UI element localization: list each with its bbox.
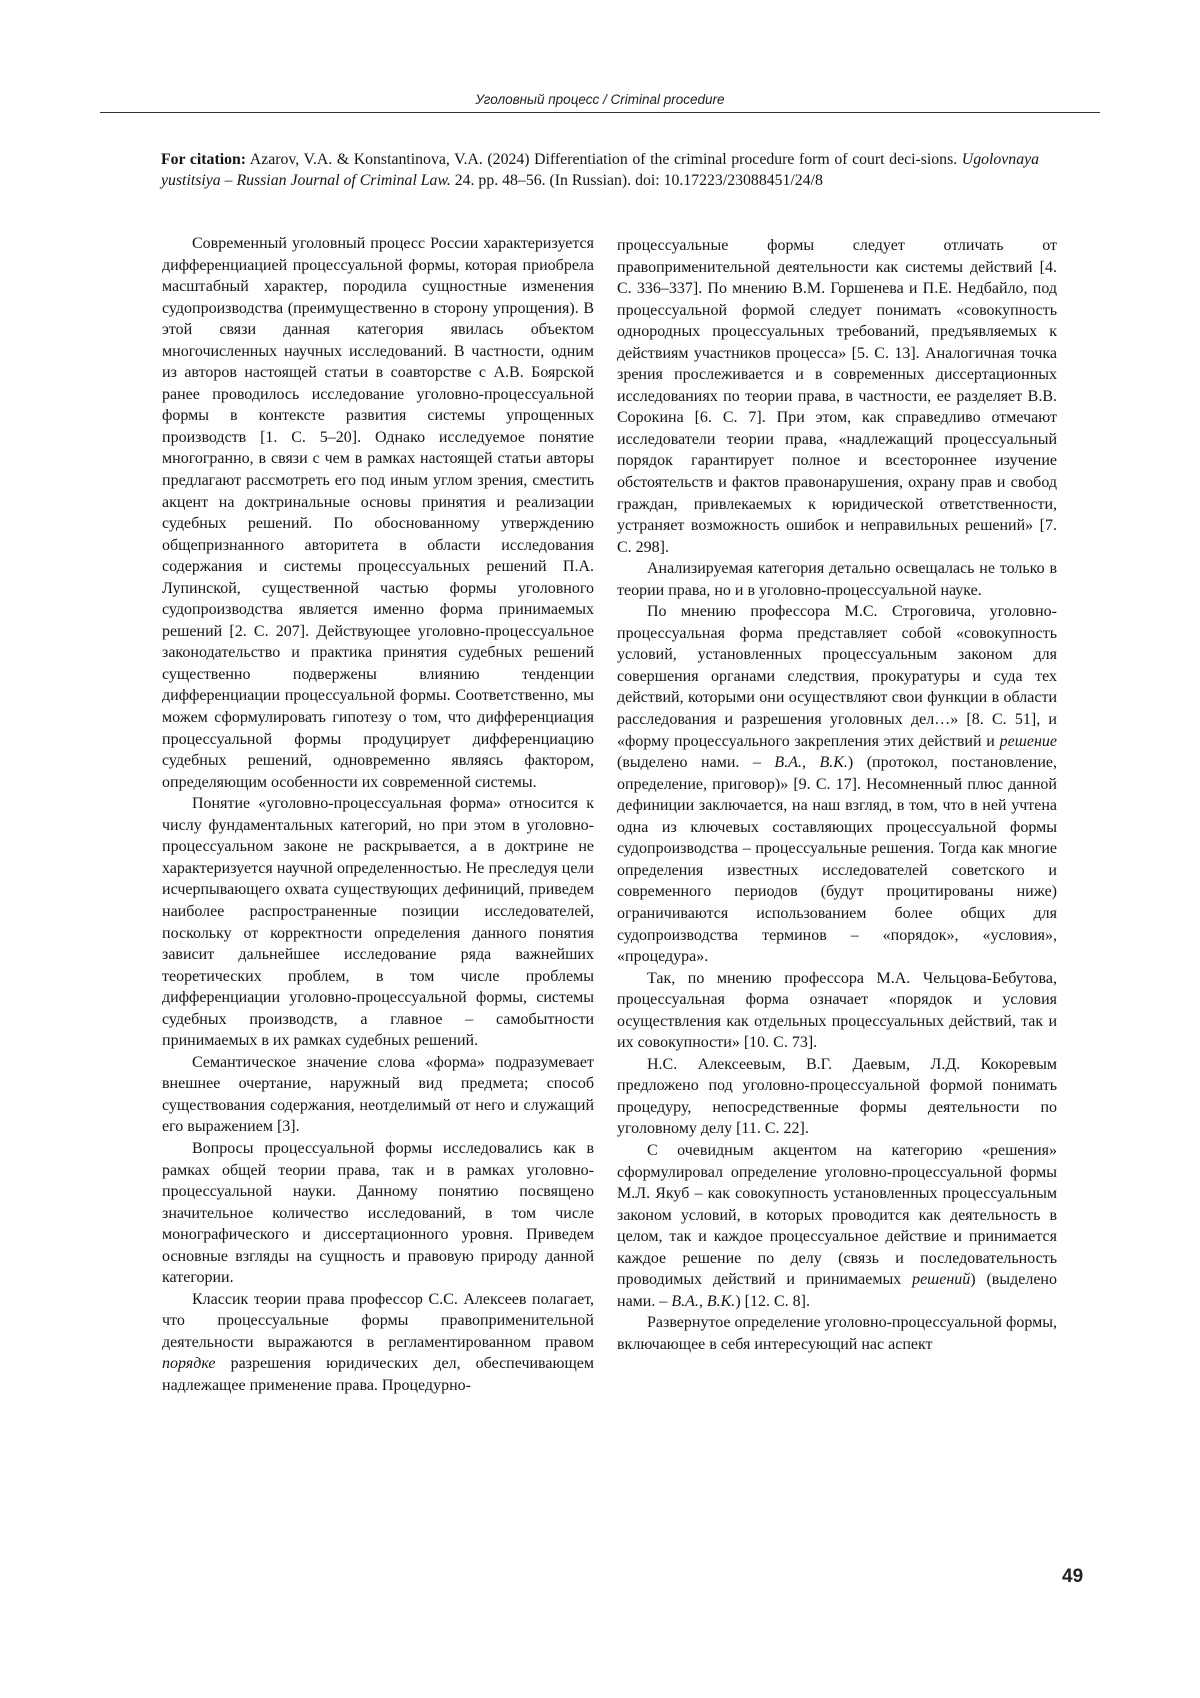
text-span: разрешения юридических дел, обеспечивающем надлежащее применение права. Процедурно- xyxy=(162,1355,594,1394)
paragraph xyxy=(617,1140,1057,1312)
citation-label: For citation: xyxy=(161,151,247,168)
paragraph xyxy=(617,601,1057,967)
text-span: ) (протокол, постановление, определение, приговор)» [9. С. 17]. Несомненный плюс данной дефиниции заключается, на наш взгляд, в том, что в ней учтена одна из ключевых составляющих процессуальной формы судопроизводства – процессуальные решения. Тогда как многие определения известных исследователей советского и современного периодов (будут процитированы ниже) ограничиваются использованием более общих для судопроизводства терминов – «порядок», «условия», «процедура». xyxy=(617,754,1058,966)
left-column xyxy=(162,233,594,1397)
paragraph: процессуальные формы следует отличать от правоприменительной деятельности как системы действий [4. С. 336–337]. По мнению В.М. Горшенева и П.Е. Недбайло, под процессуальной формой следует понимать «совокупность однородных процессуальных требований, предъявляемых к действиям участников процесса» [5. С. 13]. Аналогичная точка зрения прослеживается и в современных диссертационных исследованиях по теории права, в частности, ее разделяет В.В. Сорокина [6. С. 7]. При этом, как справедливо отмечают исследователи теории права, «надлежащий процессуальный порядок гарантирует полное и всестороннее изучение обстоятельств и фактов правонарушения, охрану прав и свобод граждан, привлекаемых к юридической ответственности, устраняет возможность ошибок и неправильных решений» [7. С. 298]. xyxy=(617,237,1057,556)
right-column xyxy=(617,235,1057,1355)
italic-span: порядке xyxy=(162,1355,216,1373)
paragraph: Вопросы процессуальной формы исследовались как в рамках общей теории права, так и в рамках уголовно-процессуальной науки. Данному понятию посвящено значительное количество исследований, в том числе монографического и диссертационного уровня. Приведем основные взгляды на сущность и правовую природу данной категории. xyxy=(162,1139,594,1287)
text-span: ) (выделено нами. – xyxy=(617,1271,1057,1310)
italic-span: В.А., В.К. xyxy=(774,754,848,772)
header-rule xyxy=(100,112,1100,113)
paragraph: Так, по мнению профессора М.А. Чельцова-Бебутова, процессуальная форма означает «порядок и условия осуществления как отдельных процессуальных действий, так и их совокупности» [10. С. 73]. xyxy=(617,969,1057,1052)
citation-details: 24. pp. 48–56. (In Russian). doi: 10.17223/23088451/24/8 xyxy=(454,172,823,189)
text-span: (выделено нами. – xyxy=(617,754,775,772)
citation-block xyxy=(161,149,1039,191)
text-span: ) [12. С. 8]. xyxy=(735,1292,810,1310)
italic-span: решение xyxy=(999,732,1057,750)
paragraph: Развернутое определение уголовно-процессуальной формы, включающее в себя интересующий нас аспект xyxy=(617,1314,1057,1353)
citation-authors: Azarov, V.A. & Konstantinova, V.A. (2024) Differentiation of the criminal procedure form of court deci-sions. xyxy=(249,151,958,168)
text-span: По мнению профессора М.С. Строговича, уголовно-процессуальная форма представляет собой «совокупность условий, установленных процессуальным законом для совершения органами следствия, прокуратуры и суда тех действий, которыми они осуществляют свои функции в области расследования и разрешения уголовных дел…» [8. С. 51], и «форму процессуального закрепления этих действий и xyxy=(617,603,1057,750)
citation-journal: Ugolovnaya yustitsiya – Russian Journal of Criminal Law. xyxy=(161,151,1040,189)
paragraph: Понятие «уголовно-процессуальная форма» относится к числу фундаментальных категорий, но при этом в уголовно-процессуальном законе не раскрывается, а в доктрине не характеризуется научной определенностью. Не преследуя цели исчерпывающего охвата существующих дефиниций, приведем наиболее распространенные позиции исследователей, поскольку от корректности определения данного понятия зависит дальнейшее исследование ряда важнейших теоретических проблем, в том числе проблемы дифференциации уголовно-процессуальной формы, системы судебных производств, а главное – самобытности принимаемых в их рамках судебных решений. xyxy=(162,795,594,1050)
page-number: 49 xyxy=(1062,1566,1084,1587)
paragraph: Современный уголовный процесс России характеризуется дифференциацией процессуальной формы, которая приобрела масштабный характер, породила сущностные изменения судопроизводства (преимущественно в сторону упрощения). В этой связи данная категория явилась объектом многочисленных научных исследований. В частности, одним из авторов настоящей статьи в соавторстве с А.В. Боярской ранее проводилось исследование уголовно-процессуальной формы в контексте развития системы упрощенных производств [1. С. 5–20]. Однако исследуемое понятие многогранно, в связи с чем в рамках настоящей статьи авторы предлагают рассмотреть его под иным углом зрения, сместить акцент на доктринальные основы принятия и реализации судебных решений. По обоснованному утверждению общепризнанного авторитета в области исследования содержания и системы процессуальных решений П.А. Лупинской, существенной частью формы уголовного судопроизводства является именно форма принимаемых решений [2. С. 207]. Действующее уголовно-процессуальное законодательство и практика принятия судебных решений существенно подвержены влиянию тенденции дифференциации процессуальной формы. Соответственно, мы можем сформулировать гипотезу о том, что дифференциация процессуальной формы продуцирует дифференциацию судебных решений, одновременно являясь фактором, определяющим особенности их современной системы. xyxy=(162,235,594,791)
paragraph: Семантическое значение слова «форма» подразумевает внешнее очертание, наружный вид предмета; способ существования содержания, неотделимый от него и служащий его выражением [3]. xyxy=(162,1053,594,1136)
text-span: Классик теории права профессор С.С. Алексеев полагает, что процессуальные формы правоприменительной деятельности выражаются в регламентированном правом xyxy=(162,1290,594,1351)
italic-span: решений xyxy=(912,1271,971,1289)
paragraph: Н.С. Алексеевым, В.Г. Даевым, Л.Д. Кокоревым предложено под уголовно-процессуальной формой понимать процедуру, непосредственные формы деятельности по уголовному делу [11. С. 22]. xyxy=(617,1055,1057,1138)
running-header: Уголовный процесс / Criminal procedure xyxy=(475,92,725,107)
text-span: С очевидным акцентом на категорию «решения» сформулировал определение уголовно-процессуальной формы М.Л. Якуб – как совокупность установленных процессуальным законом условий, в которых проводится как деятельность в целом, так и каждое процессуальное действие и принимается каждое решение по делу (связь и последовательность проводимых действий и принимаемых xyxy=(617,1141,1057,1289)
paragraph: Анализируемая категория детально освещалась не только в теории права, но и в уголовно-процессуальной науке. xyxy=(617,560,1057,599)
paragraph xyxy=(162,1289,594,1397)
italic-span: В.А., В.К. xyxy=(671,1292,736,1310)
